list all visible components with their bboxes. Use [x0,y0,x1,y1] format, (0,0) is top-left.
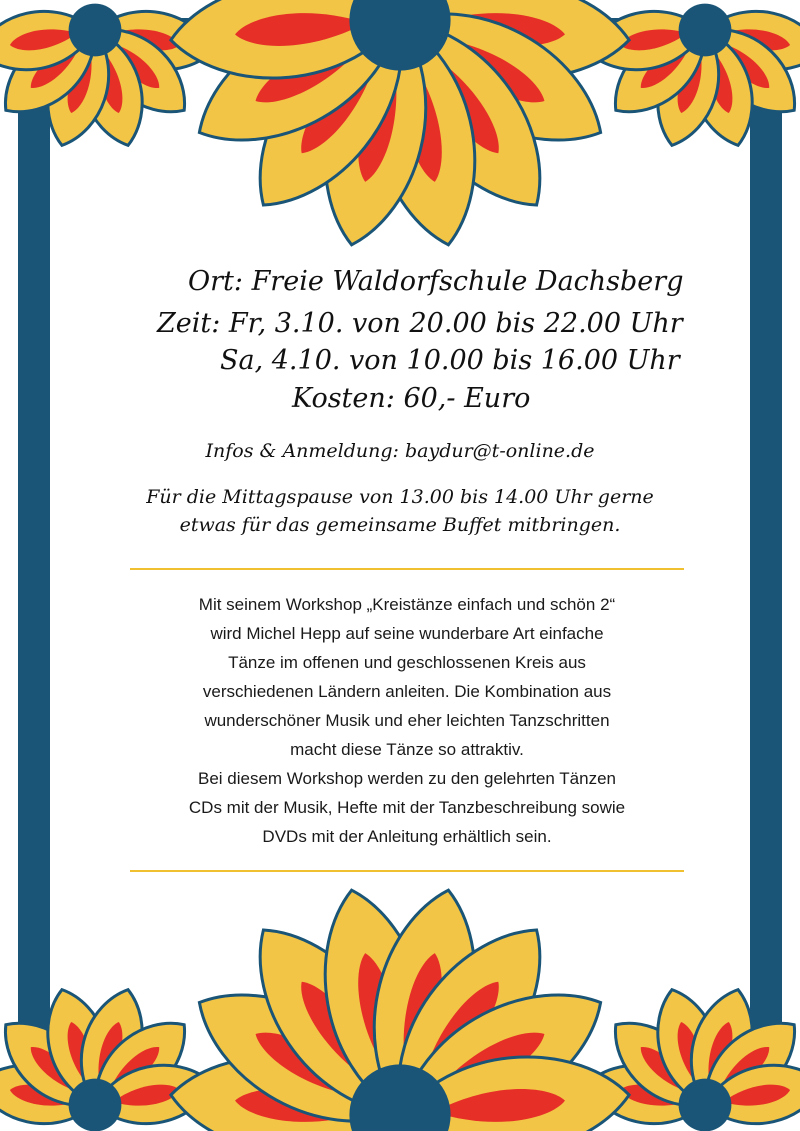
workshop-description [130,590,684,851]
flower-center [69,4,122,57]
time-line-friday: Zeit: Fr, 3.10. von 20.00 bis 22.00 Uhr [157,308,683,339]
description-line: CDs mit der Musik, Hefte mit der Tanzbeschreibung sowie [188,798,626,817]
lunch-note [0,483,800,539]
lunch-note-line: Für die Mittagspause von 13.00 bis 14.00 Uhr gerne [146,486,654,508]
flower-center [69,1079,122,1131]
flower-center [679,4,732,57]
flower-center [679,1079,732,1131]
divider-bottom [130,870,684,872]
description-line: macht diese Tänze so attraktiv. [290,740,524,759]
time-line-saturday: Sa, 4.10. von 10.00 bis 16.00 Uhr [220,345,680,376]
lunch-note-line: etwas für das gemeinsame Buffet mitbringen. [179,514,621,536]
description-line: Tänze im offenen und geschlossenen Kreis aus [228,653,586,672]
cost-line: Kosten: 60,- Euro [292,383,531,414]
description-line: Bei diesem Workshop werden zu den gelehrten Tänzen [197,769,616,788]
description-line: verschiedenen Ländern anleiten. Die Kombination aus [202,682,612,701]
description-line: wird Michel Hepp auf seine wunderbare Art einfache [210,624,604,643]
divider-top [130,568,684,570]
contact-line: Infos & Anmeldung: baydur@t-online.de [205,440,595,462]
description-line: Mit seinem Workshop „Kreistänze einfach und schön 2“ [198,595,616,614]
description-line: DVDs mit der Anleitung erhältlich sein. [262,827,552,846]
location-line: Ort: Freie Waldorfschule Dachsberg [188,266,684,297]
description-line: wunderschöner Musik und eher leichten Tanzschritten [204,711,610,730]
